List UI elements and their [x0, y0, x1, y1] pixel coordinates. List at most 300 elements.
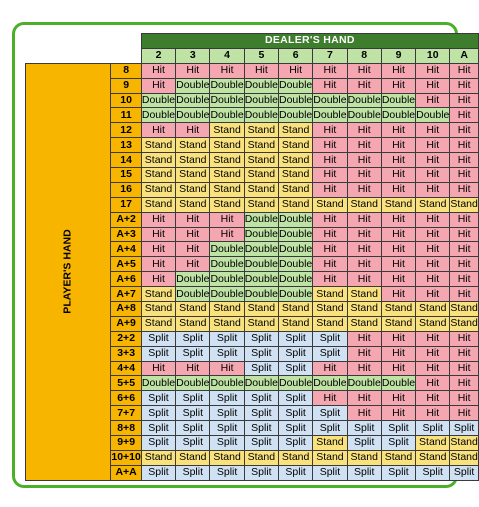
action-cell: Split: [176, 436, 210, 451]
action-cell: Hit: [176, 242, 210, 257]
action-cell: Double: [279, 376, 313, 389]
action-cell: Stand: [313, 197, 347, 212]
action-cell: Hit: [381, 331, 415, 346]
action-cell: Split: [210, 406, 244, 421]
action-cell: Hit: [347, 212, 381, 227]
action-cell: Hit: [313, 182, 347, 197]
action-cell: Double: [279, 108, 313, 121]
action-cell: Split: [416, 465, 450, 480]
action-cell: Split: [381, 465, 415, 480]
action-cell: Split: [279, 436, 313, 451]
action-cell: Hit: [313, 272, 347, 287]
player-hand-header: A+8: [111, 302, 142, 317]
player-hand-label-column: [26, 63, 111, 480]
strategy-chart: [25, 33, 479, 481]
player-hand-header: 5+5: [111, 376, 142, 391]
action-cell: Stand: [347, 197, 381, 212]
action-cell: Stand: [210, 138, 244, 153]
action-cell: Hit: [416, 406, 450, 421]
action-cell: Double: [347, 94, 381, 106]
strategy-table: [25, 33, 479, 481]
action-cell: Hit: [381, 182, 415, 197]
action-cell: Split: [244, 436, 278, 451]
action-cell: Hit: [347, 257, 381, 272]
action-cell: Hit: [381, 391, 415, 406]
action-cell: Split: [210, 346, 244, 361]
action-cell: Stand: [210, 153, 244, 168]
action-cell: Stand: [176, 302, 210, 317]
action-cell: Split: [176, 391, 210, 406]
action-cell: Hit: [176, 123, 210, 138]
dealer-card-header: A: [450, 48, 478, 63]
action-cell: Hit: [416, 376, 450, 391]
player-hand-header: 14: [111, 153, 142, 168]
action-cell: Stand: [244, 450, 278, 465]
action-cell: Split: [279, 346, 313, 361]
action-cell: Hit: [313, 257, 347, 272]
player-hand-header: A+2: [111, 212, 142, 227]
action-cell: Double: [210, 272, 244, 285]
action-cell: Hit: [450, 108, 478, 123]
action-cell: Stand: [244, 302, 278, 317]
action-cell: Hit: [450, 212, 478, 227]
action-cell: Hit: [450, 391, 478, 406]
player-hand-header: 8: [111, 63, 142, 78]
action-cell: Split: [244, 421, 278, 436]
action-cell: Hit: [141, 242, 175, 257]
action-cell: Hit: [244, 63, 278, 78]
action-cell: Double: [279, 213, 313, 226]
action-cell: Split: [244, 465, 278, 480]
action-cell: Stand: [279, 168, 313, 183]
action-cell: Stand: [176, 182, 210, 197]
action-cell: Split: [141, 406, 175, 421]
action-cell: Stand: [176, 316, 210, 331]
action-cell: Split: [347, 436, 381, 451]
action-cell: Stand: [176, 450, 210, 465]
player-hand-header: 8+8: [111, 421, 142, 436]
action-cell: Double: [381, 376, 416, 389]
action-cell: Stand: [416, 316, 450, 331]
action-cell: Hit: [210, 212, 244, 227]
action-cell: Hit: [416, 153, 450, 168]
dealer-card-header: 6: [279, 48, 313, 63]
action-cell: Double: [210, 242, 244, 255]
action-cell: Double: [210, 257, 244, 270]
action-cell: Hit: [347, 331, 381, 346]
action-cell: Hit: [141, 78, 175, 93]
action-cell: Hit: [141, 361, 175, 376]
action-cell: Double: [244, 108, 278, 121]
action-cell: Split: [141, 421, 175, 436]
player-hand-header: 6+6: [111, 391, 142, 406]
action-cell: Split: [347, 421, 381, 436]
action-cell: Double: [244, 94, 278, 106]
action-cell: Split: [141, 346, 175, 361]
dealer-card-header: 3: [176, 48, 210, 63]
action-cell: Split: [450, 421, 478, 436]
action-cell: Split: [141, 465, 175, 480]
action-cell: Hit: [347, 227, 381, 242]
player-hand-header: 9: [111, 78, 142, 93]
action-cell: Hit: [381, 78, 415, 93]
action-cell: Hit: [141, 227, 175, 242]
action-cell: Split: [141, 436, 175, 451]
action-cell: Hit: [416, 227, 450, 242]
player-hand-header: 10+10: [111, 451, 141, 464]
action-cell: Double: [313, 94, 347, 106]
action-cell: Hit: [210, 227, 244, 242]
action-cell: Stand: [279, 316, 313, 331]
action-cell: Split: [176, 406, 210, 421]
action-cell: Hit: [450, 242, 478, 257]
action-cell: Hit: [381, 123, 415, 138]
action-cell: Double: [347, 376, 381, 389]
action-cell: Hit: [313, 361, 347, 376]
action-cell: Stand: [450, 436, 478, 449]
action-cell: Hit: [381, 257, 415, 272]
action-cell: Hit: [416, 93, 450, 108]
action-cell: Double: [210, 94, 244, 106]
player-hand-header: A+A: [111, 465, 142, 480]
action-cell: Hit: [141, 123, 175, 138]
action-cell: Hit: [313, 242, 347, 257]
dealer-card-header: 7: [313, 48, 347, 63]
action-cell: Double: [210, 376, 244, 389]
action-cell: Stand: [141, 138, 175, 153]
player-hand-header: 9+9: [111, 436, 142, 451]
action-cell: Hit: [347, 153, 381, 168]
action-cell: Hit: [416, 138, 450, 153]
action-cell: Double: [244, 213, 278, 226]
action-cell: Hit: [416, 182, 450, 197]
action-cell: Stand: [347, 316, 381, 331]
action-cell: Double: [244, 257, 278, 270]
action-cell: Split: [279, 391, 313, 406]
action-cell: Double: [176, 272, 210, 285]
action-cell: Hit: [347, 123, 381, 138]
action-cell: Stand: [381, 197, 415, 212]
dealer-card-header: 5: [244, 48, 278, 63]
action-cell: Stand: [141, 450, 175, 465]
action-cell: Stand: [210, 316, 244, 331]
action-cell: Split: [279, 361, 313, 376]
action-cell: Split: [176, 346, 210, 361]
action-cell: Stand: [279, 197, 313, 212]
action-cell: Hit: [313, 227, 347, 242]
action-cell: Hit: [381, 63, 415, 78]
action-cell: Hit: [347, 361, 381, 376]
action-cell: Hit: [141, 257, 175, 272]
action-cell: Hit: [416, 391, 450, 406]
action-cell: Double: [279, 242, 313, 255]
action-cell: Stand: [279, 123, 313, 138]
action-cell: Hit: [313, 123, 347, 138]
action-cell: Hit: [450, 78, 478, 93]
player-hand-header: 12: [111, 123, 142, 138]
player-hand-header: 17: [111, 197, 142, 212]
action-cell: Split: [279, 421, 313, 436]
action-cell: Hit: [416, 346, 450, 361]
action-cell: Hit: [450, 93, 478, 108]
player-hand-header: 11: [111, 108, 142, 123]
action-cell: Hit: [176, 227, 210, 242]
action-cell: Hit: [176, 361, 210, 376]
action-cell: Stand: [347, 287, 381, 302]
action-cell: Double: [141, 108, 176, 121]
action-cell: Double: [210, 108, 244, 121]
action-cell: Split: [279, 465, 313, 480]
action-cell: Hit: [450, 123, 478, 138]
action-cell: Double: [210, 79, 244, 92]
action-cell: Stand: [141, 316, 175, 331]
action-cell: Stand: [279, 138, 313, 153]
action-cell: Split: [176, 331, 210, 346]
player-hand-header: 10: [111, 93, 142, 108]
action-cell: Split: [141, 331, 175, 346]
action-cell: Split: [244, 361, 278, 376]
action-cell: Stand: [210, 182, 244, 197]
action-cell: Stand: [176, 168, 210, 183]
action-cell: Hit: [313, 168, 347, 183]
action-cell: Double: [141, 94, 176, 106]
action-cell: Double: [279, 272, 313, 285]
dealer-hand-title: DEALER'S HAND: [141, 34, 478, 49]
action-cell: Hit: [141, 272, 175, 287]
action-cell: Stand: [210, 123, 244, 138]
action-cell: Double: [176, 287, 210, 300]
action-cell: Split: [210, 331, 244, 346]
action-cell: Hit: [141, 212, 175, 227]
action-cell: Hit: [381, 227, 415, 242]
action-cell: Split: [313, 406, 347, 421]
action-cell: Hit: [450, 272, 478, 287]
action-cell: Stand: [141, 302, 175, 317]
action-cell: Hit: [313, 63, 347, 78]
action-cell: Hit: [450, 406, 478, 421]
action-cell: Stand: [416, 450, 450, 465]
action-cell: Double: [210, 287, 244, 300]
action-cell: Stand: [381, 450, 415, 465]
action-cell: Stand: [244, 168, 278, 183]
action-cell: Stand: [450, 198, 478, 211]
action-cell: Stand: [416, 197, 450, 212]
action-cell: Stand: [244, 123, 278, 138]
action-cell: Hit: [347, 406, 381, 421]
action-cell: Stand: [141, 287, 175, 302]
action-cell: Hit: [416, 257, 450, 272]
action-cell: Hit: [176, 212, 210, 227]
action-cell: Hit: [381, 346, 415, 361]
action-cell: Double: [244, 79, 278, 92]
action-cell: Double: [176, 94, 210, 106]
action-cell: Hit: [381, 138, 415, 153]
player-hand-header: A+9: [111, 316, 142, 331]
action-cell: Stand: [416, 436, 450, 451]
action-cell: Split: [279, 406, 313, 421]
action-cell: Stand: [210, 197, 244, 212]
action-cell: Hit: [450, 287, 478, 302]
action-cell: Hit: [416, 242, 450, 257]
player-hand-header: A+5: [111, 257, 142, 272]
corner-blank: [26, 48, 111, 63]
action-cell: Split: [313, 465, 347, 480]
action-cell: Stand: [450, 451, 478, 464]
player-hand-header: 16: [111, 182, 142, 197]
action-cell: Stand: [313, 436, 347, 451]
action-cell: Hit: [176, 257, 210, 272]
action-cell: Double: [244, 376, 278, 389]
action-cell: Split: [381, 421, 415, 436]
action-cell: Split: [313, 331, 347, 346]
corner-blank: [111, 48, 142, 63]
action-cell: Hit: [450, 361, 478, 376]
player-hand-header: 15: [111, 168, 142, 183]
action-cell: Double: [244, 287, 278, 300]
action-cell: Stand: [347, 302, 381, 317]
action-cell: Hit: [313, 391, 347, 406]
action-cell: Hit: [450, 227, 478, 242]
action-cell: Hit: [450, 138, 478, 153]
action-cell: Hit: [210, 63, 244, 78]
action-cell: Stand: [279, 182, 313, 197]
action-cell: Hit: [347, 78, 381, 93]
action-cell: Split: [210, 391, 244, 406]
action-cell: Double: [176, 79, 210, 92]
player-hand-title: PLAYER'S HAND: [61, 229, 74, 314]
action-cell: Hit: [141, 63, 175, 78]
dealer-card-header: 8: [347, 48, 381, 63]
player-hand-header: 7+7: [111, 406, 142, 421]
action-cell: Hit: [416, 78, 450, 93]
action-cell: Hit: [416, 331, 450, 346]
action-cell: Stand: [244, 197, 278, 212]
action-cell: Stand: [244, 138, 278, 153]
action-cell: Hit: [381, 242, 415, 257]
action-cell: Hit: [347, 272, 381, 287]
action-cell: Stand: [141, 153, 175, 168]
action-cell: Hit: [416, 212, 450, 227]
action-cell: Hit: [381, 168, 415, 183]
action-cell: Stand: [313, 287, 347, 302]
action-cell: Hit: [416, 168, 450, 183]
action-cell: Hit: [450, 346, 478, 361]
action-cell: Hit: [450, 376, 478, 391]
action-cell: Split: [210, 465, 244, 480]
action-cell: Hit: [347, 242, 381, 257]
action-cell: Stand: [210, 168, 244, 183]
action-cell: Split: [176, 421, 210, 436]
action-cell: Hit: [416, 287, 450, 302]
action-cell: Stand: [210, 302, 244, 317]
action-cell: Split: [381, 436, 415, 451]
action-cell: Double: [347, 108, 381, 121]
action-cell: Hit: [381, 212, 415, 227]
player-hand-header: 2+2: [111, 331, 142, 346]
dealer-card-header: 10: [416, 48, 450, 63]
action-cell: Double: [244, 272, 278, 285]
action-cell: Stand: [381, 316, 415, 331]
action-cell: Stand: [141, 182, 175, 197]
action-cell: Hit: [416, 361, 450, 376]
action-cell: Hit: [381, 406, 415, 421]
action-cell: Hit: [176, 63, 210, 78]
action-cell: Split: [450, 465, 478, 480]
action-cell: Stand: [176, 138, 210, 153]
action-cell: Split: [279, 331, 313, 346]
action-cell: Hit: [450, 168, 478, 183]
action-cell: Hit: [347, 182, 381, 197]
action-cell: Hit: [347, 391, 381, 406]
action-cell: Stand: [279, 302, 313, 317]
action-cell: Split: [244, 406, 278, 421]
action-cell: Stand: [347, 450, 381, 465]
action-cell: Hit: [313, 153, 347, 168]
action-cell: Stand: [381, 302, 415, 317]
action-cell: Double: [313, 108, 347, 121]
player-hand-header: 3+3: [111, 346, 142, 361]
action-cell: Stand: [313, 316, 347, 331]
action-cell: Stand: [244, 153, 278, 168]
action-cell: Split: [210, 421, 244, 436]
dealer-card-header: 9: [381, 48, 415, 63]
action-cell: Split: [244, 346, 278, 361]
action-cell: Stand: [176, 197, 210, 212]
action-cell: Hit: [381, 361, 415, 376]
action-cell: Stand: [313, 450, 347, 465]
action-cell: Stand: [244, 316, 278, 331]
action-cell: Double: [141, 376, 176, 389]
action-cell: Double: [279, 228, 313, 241]
player-hand-header: A+6: [111, 272, 142, 287]
action-cell: Split: [313, 421, 347, 436]
action-cell: Hit: [381, 272, 415, 287]
action-cell: Stand: [244, 182, 278, 197]
action-cell: Hit: [279, 63, 313, 78]
action-cell: Split: [313, 346, 347, 361]
action-cell: Double: [279, 257, 313, 270]
player-hand-header: A+3: [111, 227, 142, 242]
action-cell: Hit: [416, 272, 450, 287]
player-hand-header: 13: [111, 138, 142, 153]
action-cell: Hit: [450, 182, 478, 197]
action-cell: Stand: [210, 450, 244, 465]
action-cell: Double: [279, 79, 313, 92]
action-cell: Double: [279, 287, 313, 300]
action-cell: Hit: [347, 346, 381, 361]
action-cell: Hit: [450, 331, 478, 346]
action-cell: Split: [210, 436, 244, 451]
action-cell: Double: [381, 94, 416, 106]
dealer-card-header: 4: [210, 48, 244, 63]
action-cell: Hit: [416, 123, 450, 138]
action-cell: Hit: [347, 63, 381, 78]
action-cell: Hit: [381, 153, 415, 168]
action-cell: Hit: [313, 138, 347, 153]
action-cell: Split: [141, 391, 175, 406]
corner-blank: [111, 34, 142, 49]
dealer-card-header: 2: [141, 48, 175, 63]
corner-blank: [26, 34, 111, 49]
player-hand-header: 4+4: [111, 361, 142, 376]
action-cell: Hit: [381, 287, 415, 302]
action-cell: Stand: [176, 153, 210, 168]
action-cell: Split: [244, 331, 278, 346]
action-cell: Split: [347, 465, 381, 480]
action-cell: Stand: [141, 168, 175, 183]
action-cell: Double: [416, 108, 450, 121]
action-cell: Double: [176, 108, 210, 121]
